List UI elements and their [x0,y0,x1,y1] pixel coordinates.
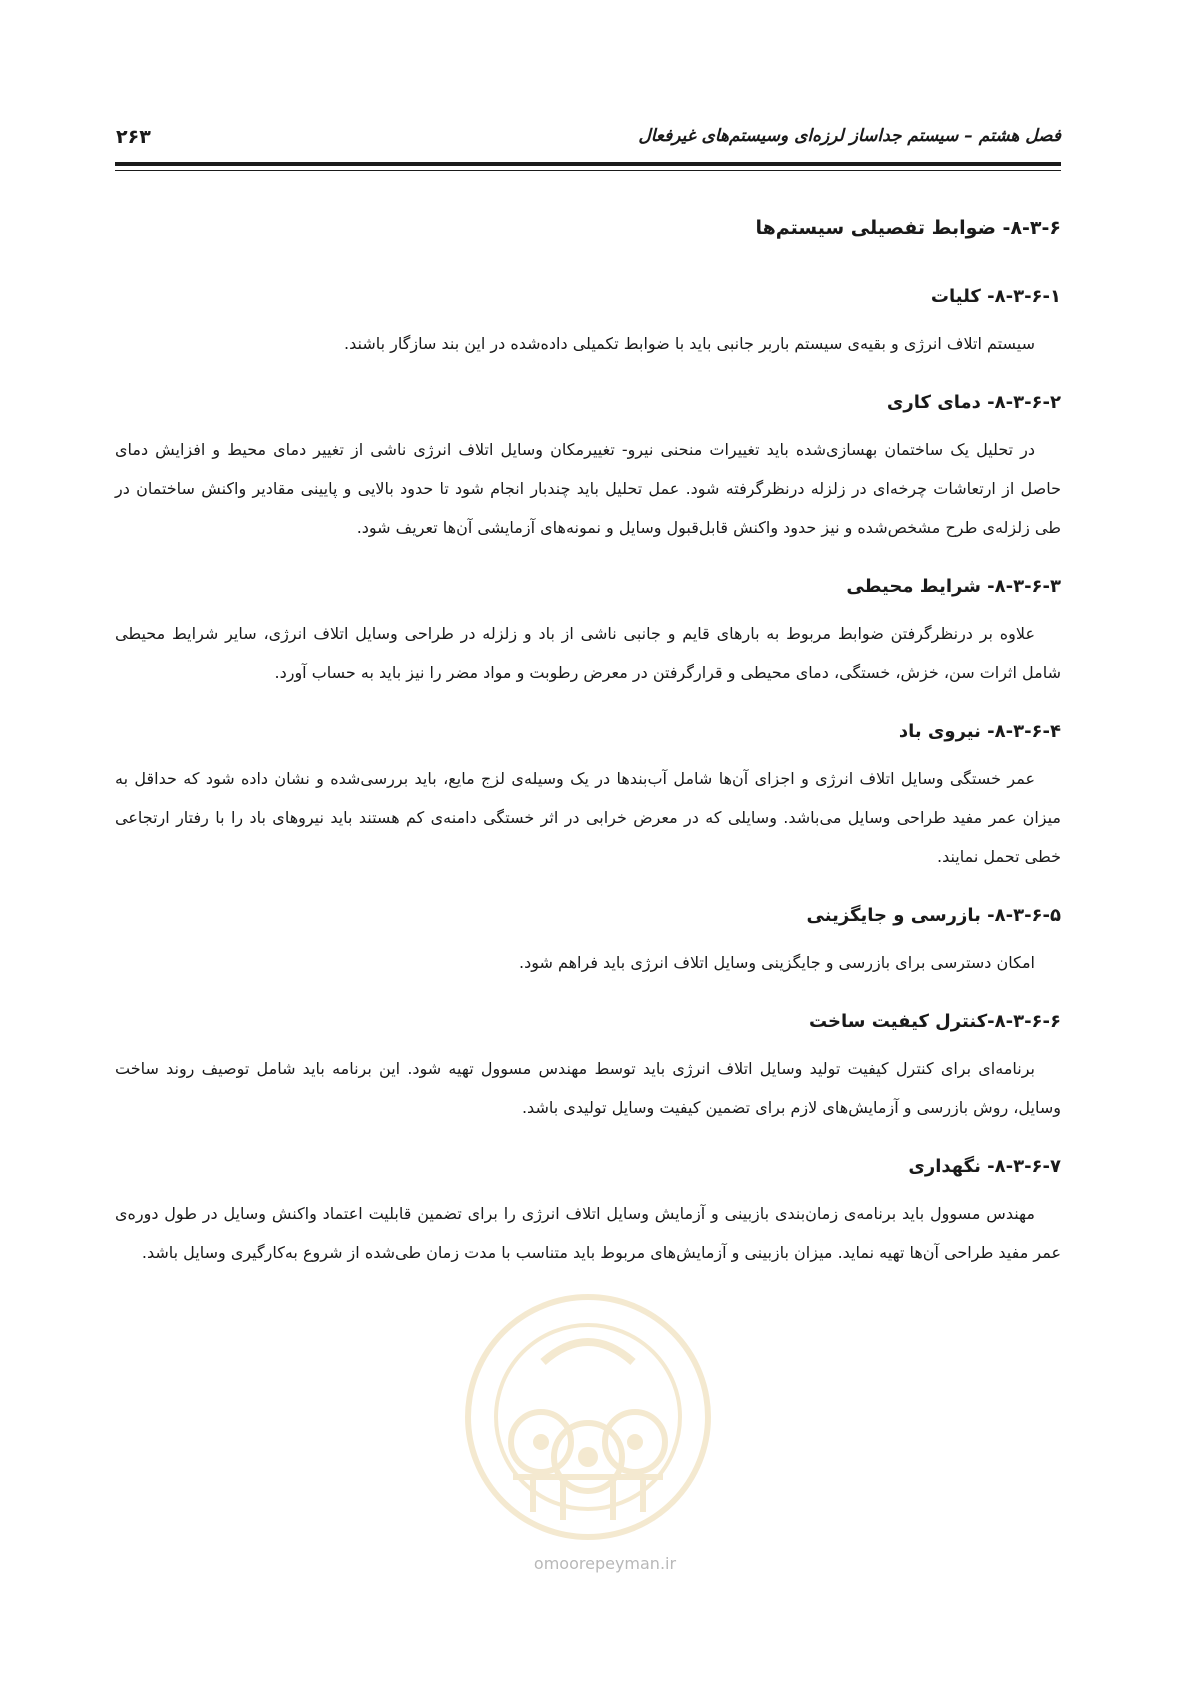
header-rule-thick [115,162,1061,166]
seal-logo-icon [453,1282,723,1552]
section-general [115,284,1061,363]
section-operating-temperature [115,390,1061,547]
page-body [115,214,1061,1299]
section-quality-control [115,1009,1061,1127]
section-wind-force [115,719,1061,876]
section-maintenance [115,1154,1061,1272]
section-paragraph: برنامه‌ای برای کنترل کیفیت تولید وسایل اتلاف انرژی باید توسط مهندس مسوول تهیه شود. این برنامه باید شامل توصیف روند ساخت وسایل، روش بازرسی و آزمایش‌های لازم برای تضمین کیفیت وسایل تولیدی باشد. [115,1059,1061,1117]
section-heading: ۸-۳-۶-۶-کنترل کیفیت ساخت [808,1011,1061,1032]
main-heading: ۸-۳-۶- ضوابط تفصیلی سیستم‌ها [755,217,1061,239]
section-paragraph: سیستم اتلاف انرژی و بقیه‌ی سیستم باربر جانبی باید با ضوابط تکمیلی داده‌شده در این بند سازگار باشند. [344,334,1035,353]
section-paragraph: در تحلیل یک ساختمان بهسازی‌شده باید تغییرات منحنی نیرو- تغییرمکان وسایل اتلاف انرژی ناشی از تغییر دمای محیط و افزایش دمای حاصل از ارتعاشات چرخه‌ای در زلزله درنظرگرفته شود. عمل تحلیل باید چندبار انجام شود تا حدود بالایی و پایینی مقادیر واکنش ساختمان در طی زلزله‌ی طرح مشخص‌شده و نیز حدود واکنش قابل‌قبول وسایل و نمونه‌های آزمایشی آن‌ها تعریف شود. [115,440,1061,537]
watermark-url: omoorepeyman.ir [533,1554,677,1573]
section-paragraph: امکان دسترسی برای بازرسی و جایگزینی وسایل اتلاف انرژی باید فراهم شود. [518,953,1035,972]
running-title: فصل هشتم – سیستم جداساز لرزه‌ای وسیستم‌های غیرفعال [638,126,1061,146]
section-environmental-conditions [115,574,1061,692]
section-heading: ۸-۳-۶-۴- نیروی باد [898,721,1061,742]
section-inspection-replacement [115,903,1061,982]
section-heading: ۸-۳-۶-۱- کلیات [930,286,1061,307]
section-paragraph: مهندس مسوول باید برنامه‌ی زمان‌بندی بازبینی و آزمایش وسایل اتلاف انرژی را برای تضمین قابلیت اعتماد واکنش وسایل در طول دوره‌ی عمر مفید طراحی آن‌ها تهیه نماید. میزان بازبینی و آزمایش‌های مربوط باید متناسب با مدت زمان طی‌شده از شروع به‌کارگیری وسایل باشد. [115,1204,1061,1262]
section-heading: ۸-۳-۶-۲- دمای کاری [886,392,1061,413]
section-heading: ۸-۳-۶-۵- بازرسی و جایگزینی [806,905,1061,926]
section-paragraph: عمر خستگی وسایل اتلاف انرژی و اجزای آن‌ها شامل آب‌بندها در یک وسیله‌ی لزج مایع، باید بررسی‌شده و نشان داده شود که حداقل به میزان عمر مفید طراحی وسایل می‌باشد. وسایلی که در معرض خرابی در اثر خستگی دامنه‌ی کم هستند باید نیروهای باد را با رفتار ارتجاعی خطی تحمل نمایند. [115,769,1061,866]
section-paragraph: علاوه بر درنظرگرفتن ضوابط مربوط به بارهای قایم و جانبی ناشی از باد و زلزله در طراحی وسایل اتلاف انرژی، سایر شرایط محیطی شامل اثرات سن، خزش، خستگی، دمای محیطی و قرارگرفتن در معرض رطوبت و مواد مضر را نیز باید به حساب آورد. [115,624,1061,682]
section-heading: ۸-۳-۶-۷- نگهداری [908,1156,1061,1177]
section-heading: ۸-۳-۶-۳- شرایط محیطی [846,576,1061,597]
page-number: ۲۶۳ [116,126,151,148]
header-rule-thin [115,170,1061,171]
